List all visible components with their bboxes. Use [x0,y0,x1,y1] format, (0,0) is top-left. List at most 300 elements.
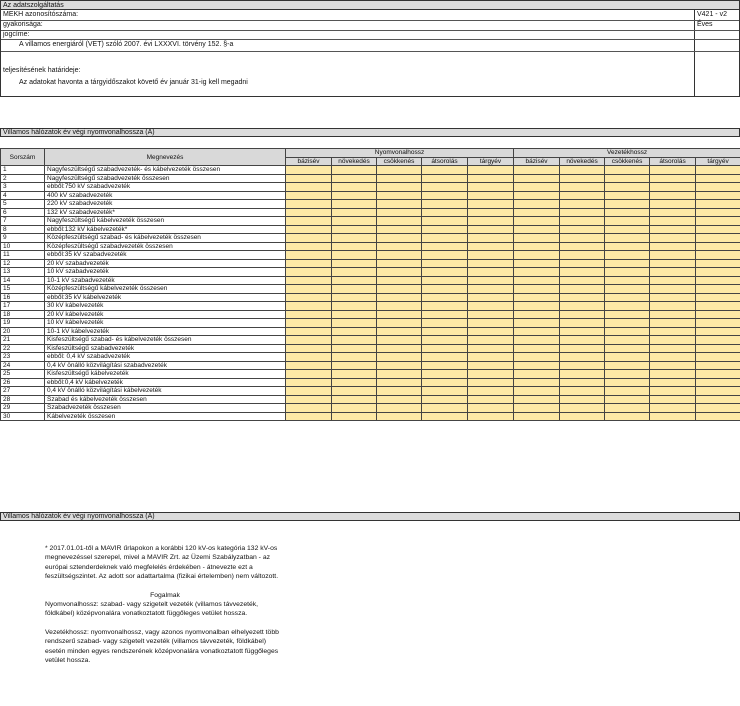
input-cell[interactable] [332,412,377,421]
input-cell[interactable] [332,234,377,243]
input-cell[interactable] [514,217,560,226]
input-cell[interactable] [422,319,468,328]
input-cell[interactable] [332,404,377,413]
input-cell[interactable] [422,251,468,260]
input-cell[interactable] [650,395,696,404]
input-cell[interactable] [650,225,696,234]
input-cell[interactable] [286,191,332,200]
input-cell[interactable] [650,285,696,294]
input-cell[interactable] [422,327,468,336]
input-cell[interactable] [377,268,422,277]
input-cell[interactable] [696,319,740,328]
input-cell[interactable] [650,310,696,319]
input-cell[interactable] [514,183,560,192]
input-cell[interactable] [468,319,514,328]
input-cell[interactable] [332,353,377,362]
input-cell[interactable] [286,268,332,277]
input-cell[interactable] [422,302,468,311]
input-cell[interactable] [422,268,468,277]
input-cell[interactable] [514,344,560,353]
input-cell[interactable] [650,259,696,268]
input-cell[interactable] [332,327,377,336]
input-cell[interactable] [377,344,422,353]
input-cell[interactable] [696,293,740,302]
input-cell[interactable] [377,166,422,175]
input-cell[interactable] [605,302,650,311]
input-cell[interactable] [605,225,650,234]
input-cell[interactable] [422,166,468,175]
input-cell[interactable] [560,174,605,183]
input-cell[interactable] [650,370,696,379]
input-cell[interactable] [696,285,740,294]
input-cell[interactable] [650,217,696,226]
input-cell[interactable] [560,310,605,319]
input-cell[interactable] [377,327,422,336]
input-cell[interactable] [468,268,514,277]
input-cell[interactable] [514,174,560,183]
input-cell[interactable] [560,404,605,413]
input-cell[interactable] [650,302,696,311]
input-cell[interactable] [696,242,740,251]
input-cell[interactable] [332,378,377,387]
input-cell[interactable] [605,361,650,370]
input-cell[interactable] [286,166,332,175]
input-cell[interactable] [650,344,696,353]
input-cell[interactable] [514,395,560,404]
input-cell[interactable] [468,344,514,353]
input-cell[interactable] [422,404,468,413]
input-cell[interactable] [514,208,560,217]
input-cell[interactable] [605,293,650,302]
input-cell[interactable] [377,200,422,209]
input-cell[interactable] [468,404,514,413]
input-cell[interactable] [650,208,696,217]
input-cell[interactable] [377,234,422,243]
input-cell[interactable] [514,319,560,328]
input-cell[interactable] [514,285,560,294]
input-cell[interactable] [377,259,422,268]
input-cell[interactable] [514,327,560,336]
input-cell[interactable] [422,183,468,192]
input-cell[interactable] [468,166,514,175]
input-cell[interactable] [422,225,468,234]
input-cell[interactable] [605,217,650,226]
input-cell[interactable] [560,200,605,209]
input-cell[interactable] [332,370,377,379]
input-cell[interactable] [377,319,422,328]
input-cell[interactable] [468,327,514,336]
input-cell[interactable] [332,251,377,260]
input-cell[interactable] [605,242,650,251]
input-cell[interactable] [286,302,332,311]
input-cell[interactable] [332,166,377,175]
input-cell[interactable] [286,361,332,370]
input-cell[interactable] [650,412,696,421]
input-cell[interactable] [560,183,605,192]
input-cell[interactable] [514,361,560,370]
input-cell[interactable] [514,166,560,175]
input-cell[interactable] [560,412,605,421]
input-cell[interactable] [286,234,332,243]
input-cell[interactable] [332,302,377,311]
input-cell[interactable] [696,344,740,353]
input-cell[interactable] [560,259,605,268]
input-cell[interactable] [332,285,377,294]
input-cell[interactable] [605,353,650,362]
input-cell[interactable] [332,395,377,404]
input-cell[interactable] [332,225,377,234]
input-cell[interactable] [650,200,696,209]
input-cell[interactable] [696,395,740,404]
input-cell[interactable] [560,319,605,328]
input-cell[interactable] [422,310,468,319]
input-cell[interactable] [605,200,650,209]
input-cell[interactable] [650,361,696,370]
input-cell[interactable] [514,251,560,260]
input-cell[interactable] [696,353,740,362]
input-cell[interactable] [696,310,740,319]
input-cell[interactable] [696,191,740,200]
input-cell[interactable] [560,285,605,294]
input-cell[interactable] [650,353,696,362]
input-cell[interactable] [650,268,696,277]
input-cell[interactable] [422,234,468,243]
input-cell[interactable] [650,336,696,345]
input-cell[interactable] [650,242,696,251]
input-cell[interactable] [514,353,560,362]
input-cell[interactable] [468,191,514,200]
input-cell[interactable] [422,191,468,200]
input-cell[interactable] [286,387,332,396]
input-cell[interactable] [468,395,514,404]
input-cell[interactable] [605,251,650,260]
input-cell[interactable] [468,183,514,192]
input-cell[interactable] [560,378,605,387]
input-cell[interactable] [514,404,560,413]
input-cell[interactable] [377,217,422,226]
input-cell[interactable] [468,259,514,268]
input-cell[interactable] [696,183,740,192]
input-cell[interactable] [560,191,605,200]
input-cell[interactable] [514,370,560,379]
input-cell[interactable] [696,336,740,345]
input-cell[interactable] [696,370,740,379]
input-cell[interactable] [650,234,696,243]
input-cell[interactable] [696,234,740,243]
input-cell[interactable] [560,370,605,379]
input-cell[interactable] [514,234,560,243]
input-cell[interactable] [332,174,377,183]
input-cell[interactable] [422,344,468,353]
input-cell[interactable] [560,387,605,396]
input-cell[interactable] [286,336,332,345]
input-cell[interactable] [422,217,468,226]
input-cell[interactable] [560,268,605,277]
input-cell[interactable] [605,404,650,413]
input-cell[interactable] [514,276,560,285]
input-cell[interactable] [377,225,422,234]
input-cell[interactable] [468,174,514,183]
input-cell[interactable] [514,387,560,396]
input-cell[interactable] [468,378,514,387]
input-cell[interactable] [422,259,468,268]
input-cell[interactable] [377,285,422,294]
input-cell[interactable] [422,353,468,362]
input-cell[interactable] [377,276,422,285]
input-cell[interactable] [332,200,377,209]
input-cell[interactable] [468,208,514,217]
input-cell[interactable] [377,336,422,345]
input-cell[interactable] [560,242,605,251]
input-cell[interactable] [605,370,650,379]
input-cell[interactable] [696,259,740,268]
input-cell[interactable] [377,412,422,421]
input-cell[interactable] [286,293,332,302]
input-cell[interactable] [468,217,514,226]
input-cell[interactable] [560,353,605,362]
input-cell[interactable] [605,285,650,294]
input-cell[interactable] [650,404,696,413]
input-cell[interactable] [560,251,605,260]
input-cell[interactable] [468,251,514,260]
input-cell[interactable] [605,327,650,336]
input-cell[interactable] [332,319,377,328]
input-cell[interactable] [650,293,696,302]
input-cell[interactable] [332,336,377,345]
input-cell[interactable] [605,336,650,345]
input-cell[interactable] [332,191,377,200]
input-cell[interactable] [650,327,696,336]
input-cell[interactable] [514,200,560,209]
input-cell[interactable] [696,327,740,336]
input-cell[interactable] [560,302,605,311]
input-cell[interactable] [696,412,740,421]
input-cell[interactable] [468,310,514,319]
input-cell[interactable] [422,370,468,379]
input-cell[interactable] [377,395,422,404]
input-cell[interactable] [468,387,514,396]
input-cell[interactable] [560,225,605,234]
input-cell[interactable] [286,259,332,268]
input-cell[interactable] [605,344,650,353]
input-cell[interactable] [696,387,740,396]
input-cell[interactable] [560,327,605,336]
input-cell[interactable] [286,412,332,421]
input-cell[interactable] [286,395,332,404]
input-cell[interactable] [514,310,560,319]
input-cell[interactable] [514,242,560,251]
input-cell[interactable] [514,293,560,302]
input-cell[interactable] [377,251,422,260]
input-cell[interactable] [650,387,696,396]
input-cell[interactable] [605,412,650,421]
input-cell[interactable] [560,344,605,353]
input-cell[interactable] [332,208,377,217]
input-cell[interactable] [696,378,740,387]
input-cell[interactable] [696,361,740,370]
input-cell[interactable] [468,276,514,285]
input-cell[interactable] [377,387,422,396]
input-cell[interactable] [468,200,514,209]
input-cell[interactable] [377,310,422,319]
input-cell[interactable] [650,174,696,183]
input-cell[interactable] [605,378,650,387]
input-cell[interactable] [605,174,650,183]
input-cell[interactable] [377,242,422,251]
input-cell[interactable] [560,361,605,370]
input-cell[interactable] [332,268,377,277]
input-cell[interactable] [605,208,650,217]
input-cell[interactable] [286,310,332,319]
input-cell[interactable] [514,259,560,268]
input-cell[interactable] [286,404,332,413]
input-cell[interactable] [468,234,514,243]
input-cell[interactable] [468,302,514,311]
input-cell[interactable] [286,327,332,336]
input-cell[interactable] [377,191,422,200]
input-cell[interactable] [332,361,377,370]
input-cell[interactable] [560,234,605,243]
input-cell[interactable] [422,174,468,183]
input-cell[interactable] [468,285,514,294]
input-cell[interactable] [560,336,605,345]
input-cell[interactable] [605,191,650,200]
input-cell[interactable] [650,183,696,192]
input-cell[interactable] [696,404,740,413]
input-cell[interactable] [560,276,605,285]
input-cell[interactable] [286,200,332,209]
input-cell[interactable] [650,191,696,200]
input-cell[interactable] [560,395,605,404]
input-cell[interactable] [605,234,650,243]
input-cell[interactable] [514,191,560,200]
input-cell[interactable] [422,378,468,387]
input-cell[interactable] [605,310,650,319]
input-cell[interactable] [286,183,332,192]
input-cell[interactable] [422,336,468,345]
input-cell[interactable] [514,225,560,234]
input-cell[interactable] [605,268,650,277]
input-cell[interactable] [650,166,696,175]
input-cell[interactable] [696,225,740,234]
input-cell[interactable] [332,259,377,268]
input-cell[interactable] [422,395,468,404]
input-cell[interactable] [468,412,514,421]
input-cell[interactable] [286,353,332,362]
input-cell[interactable] [422,293,468,302]
input-cell[interactable] [332,344,377,353]
input-cell[interactable] [422,412,468,421]
input-cell[interactable] [696,302,740,311]
input-cell[interactable] [377,302,422,311]
input-cell[interactable] [605,259,650,268]
input-cell[interactable] [332,217,377,226]
input-cell[interactable] [332,183,377,192]
input-cell[interactable] [650,251,696,260]
input-cell[interactable] [286,378,332,387]
input-cell[interactable] [286,225,332,234]
input-cell[interactable] [560,166,605,175]
input-cell[interactable] [560,217,605,226]
input-cell[interactable] [650,319,696,328]
input-cell[interactable] [605,319,650,328]
input-cell[interactable] [377,404,422,413]
input-cell[interactable] [377,183,422,192]
input-cell[interactable] [286,319,332,328]
input-cell[interactable] [286,276,332,285]
input-cell[interactable] [696,174,740,183]
input-cell[interactable] [696,208,740,217]
input-cell[interactable] [377,361,422,370]
input-cell[interactable] [377,208,422,217]
input-cell[interactable] [332,293,377,302]
input-cell[interactable] [560,208,605,217]
input-cell[interactable] [286,242,332,251]
input-cell[interactable] [605,183,650,192]
input-cell[interactable] [377,353,422,362]
input-cell[interactable] [286,208,332,217]
input-cell[interactable] [605,166,650,175]
input-cell[interactable] [696,217,740,226]
input-cell[interactable] [468,242,514,251]
input-cell[interactable] [696,200,740,209]
input-cell[interactable] [468,225,514,234]
input-cell[interactable] [696,251,740,260]
input-cell[interactable] [422,200,468,209]
input-cell[interactable] [605,387,650,396]
input-cell[interactable] [286,217,332,226]
input-cell[interactable] [332,387,377,396]
input-cell[interactable] [422,242,468,251]
input-cell[interactable] [332,276,377,285]
input-cell[interactable] [377,293,422,302]
input-cell[interactable] [514,412,560,421]
input-cell[interactable] [560,293,605,302]
input-cell[interactable] [650,378,696,387]
input-cell[interactable] [468,336,514,345]
input-cell[interactable] [422,276,468,285]
input-cell[interactable] [286,344,332,353]
input-cell[interactable] [696,166,740,175]
input-cell[interactable] [422,361,468,370]
input-cell[interactable] [605,395,650,404]
input-cell[interactable] [514,302,560,311]
input-cell[interactable] [696,268,740,277]
input-cell[interactable] [514,268,560,277]
input-cell[interactable] [422,387,468,396]
input-cell[interactable] [286,370,332,379]
input-cell[interactable] [286,174,332,183]
input-cell[interactable] [377,378,422,387]
input-cell[interactable] [514,378,560,387]
input-cell[interactable] [286,285,332,294]
input-cell[interactable] [468,370,514,379]
input-cell[interactable] [468,353,514,362]
input-cell[interactable] [377,174,422,183]
input-cell[interactable] [332,242,377,251]
input-cell[interactable] [377,370,422,379]
input-cell[interactable] [422,208,468,217]
input-cell[interactable] [332,310,377,319]
input-cell[interactable] [468,293,514,302]
input-cell[interactable] [286,251,332,260]
input-cell[interactable] [422,285,468,294]
input-cell[interactable] [696,276,740,285]
input-cell[interactable] [650,276,696,285]
input-cell[interactable] [605,276,650,285]
input-cell[interactable] [468,361,514,370]
input-cell[interactable] [514,336,560,345]
